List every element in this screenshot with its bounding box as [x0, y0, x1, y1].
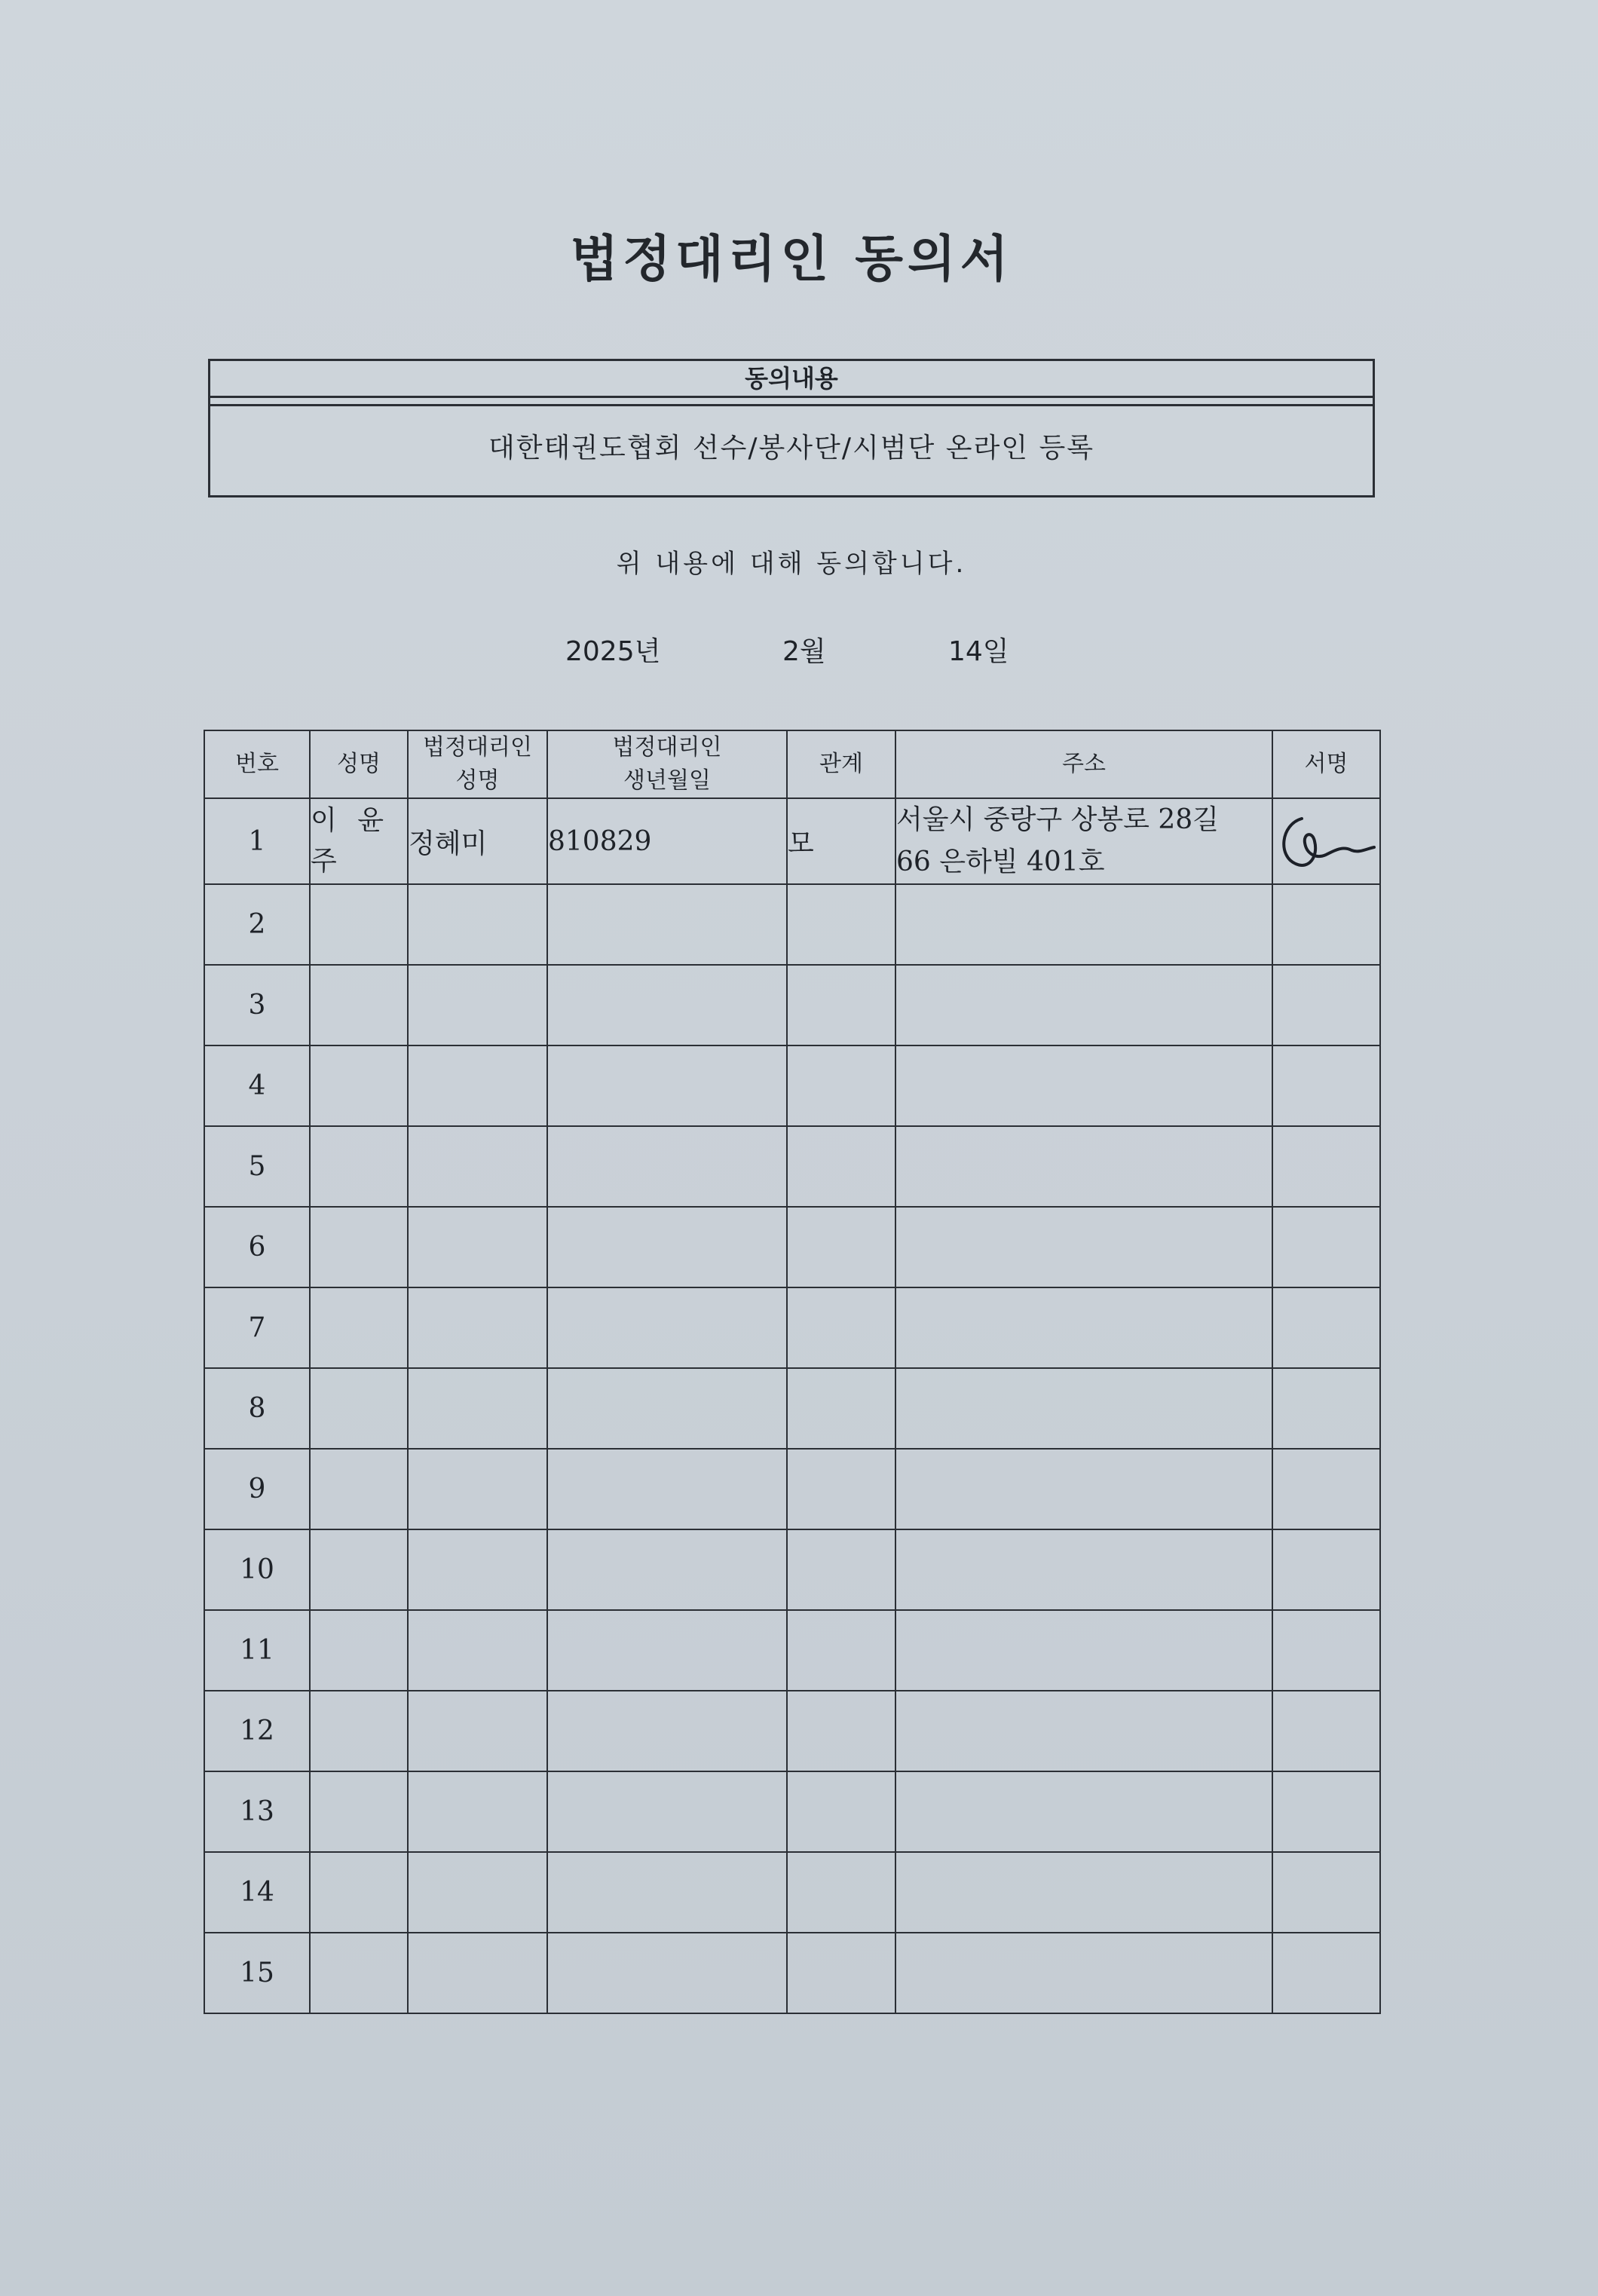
row-guardian-birth — [547, 1691, 787, 1771]
row-relation — [787, 1287, 895, 1368]
row-address — [895, 1933, 1272, 2013]
row-number: 1 — [204, 798, 310, 884]
table-row — [204, 1529, 1380, 1610]
row-guardian-birth — [547, 1368, 787, 1449]
header-number: 번호 — [204, 730, 310, 798]
row-number: 4 — [204, 1045, 310, 1126]
row-number: 8 — [204, 1368, 310, 1449]
table-row — [204, 1691, 1380, 1771]
row-name — [310, 1771, 408, 1852]
row-relation — [787, 1449, 895, 1529]
row-guardian-birth — [547, 1529, 787, 1610]
table-header-row — [204, 730, 1380, 798]
row-guardian-name — [408, 965, 547, 1045]
row-signature — [1272, 1449, 1380, 1529]
row-guardian-name — [408, 1529, 547, 1610]
row-guardian-birth — [547, 1449, 787, 1529]
row-name — [310, 1207, 408, 1287]
row-number: 9 — [204, 1449, 310, 1529]
row-guardian-birth — [547, 884, 787, 965]
row-guardian-birth — [547, 1287, 787, 1368]
row-guardian-name — [408, 1691, 547, 1771]
table-row — [204, 1045, 1380, 1126]
row-guardian-name — [408, 1207, 547, 1287]
row-guardian-birth — [547, 1126, 787, 1207]
row-name — [310, 1368, 408, 1449]
table-row — [204, 884, 1380, 965]
row-name — [310, 1933, 408, 2013]
row-guardian-name — [408, 1933, 547, 2013]
row-guardian-birth — [547, 1207, 787, 1287]
row-signature — [1272, 1126, 1380, 1207]
row-address — [895, 1691, 1272, 1771]
row-signature — [1272, 1045, 1380, 1126]
row-signature — [1272, 1610, 1380, 1691]
document-title: 법정대리인 동의서 — [570, 230, 1013, 288]
row-relation — [787, 1045, 895, 1126]
row-name — [310, 1045, 408, 1126]
row-number: 12 — [204, 1691, 310, 1771]
row-name — [310, 1126, 408, 1207]
row-guardian-name — [408, 884, 547, 965]
handwritten-signature-icon — [1273, 804, 1379, 879]
row-number: 13 — [204, 1771, 310, 1852]
row-name — [310, 965, 408, 1045]
row-address — [895, 1771, 1272, 1852]
table-row — [204, 1933, 1380, 2013]
header-guardian-name: 법정대리인 성명 — [408, 730, 547, 798]
row-address — [895, 1529, 1272, 1610]
row-signature — [1272, 1207, 1380, 1287]
row-guardian-birth — [547, 1933, 787, 2013]
table-row — [204, 1207, 1380, 1287]
table-row — [204, 1126, 1380, 1207]
row-relation — [787, 1852, 895, 1933]
row-number: 14 — [204, 1852, 310, 1933]
row-guardian-name — [408, 1771, 547, 1852]
row-signature — [1272, 1933, 1380, 2013]
row-address — [895, 1852, 1272, 1933]
row-address — [895, 965, 1272, 1045]
row-address: 서울시 중랑구 상봉로 28길 66 은하빌 401호 — [895, 798, 1272, 884]
consent-header: 동의내용 — [210, 361, 1373, 398]
row-signature — [1272, 1852, 1380, 1933]
row-signature — [1272, 1771, 1380, 1852]
row-guardian-name — [408, 1610, 547, 1691]
row-signature — [1272, 798, 1380, 884]
row-number: 11 — [204, 1610, 310, 1691]
table-row — [204, 1287, 1380, 1368]
row-relation — [787, 884, 895, 965]
row-number: 3 — [204, 965, 310, 1045]
date-year: 2025년 — [565, 636, 661, 667]
row-address — [895, 884, 1272, 965]
row-relation — [787, 1368, 895, 1449]
row-number: 6 — [204, 1207, 310, 1287]
row-address — [895, 1449, 1272, 1529]
header-signature: 서명 — [1272, 730, 1380, 798]
row-address — [895, 1368, 1272, 1449]
row-name — [310, 1691, 408, 1771]
row-number: 2 — [204, 884, 310, 965]
row-relation — [787, 1207, 895, 1287]
row-relation — [787, 965, 895, 1045]
row-address — [895, 1287, 1272, 1368]
agree-statement: 위 내용에 대해 동의합니다. — [616, 549, 967, 579]
row-address — [895, 1126, 1272, 1207]
row-guardian-name — [408, 1368, 547, 1449]
consent-text: 대한태권도협회 선수/봉사단/시범단 온라인 등록 — [210, 404, 1373, 491]
row-relation: 모 — [787, 798, 895, 884]
row-relation — [787, 1933, 895, 2013]
row-address — [895, 1207, 1272, 1287]
row-signature — [1272, 1368, 1380, 1449]
row-guardian-name: 정혜미 — [408, 798, 547, 884]
row-name — [310, 1449, 408, 1529]
row-relation — [787, 1771, 895, 1852]
row-address — [895, 1610, 1272, 1691]
row-name — [310, 1287, 408, 1368]
table-row — [204, 1852, 1380, 1933]
row-name — [310, 1610, 408, 1691]
row-signature — [1272, 1691, 1380, 1771]
row-number: 7 — [204, 1287, 310, 1368]
row-guardian-name — [408, 1449, 547, 1529]
header-address: 주소 — [895, 730, 1272, 798]
row-number: 5 — [204, 1126, 310, 1207]
consent-box — [208, 359, 1375, 497]
table-row — [204, 1771, 1380, 1852]
row-guardian-name — [408, 1045, 547, 1126]
row-guardian-birth — [547, 1771, 787, 1852]
row-guardian-birth — [547, 1852, 787, 1933]
row-relation — [787, 1691, 895, 1771]
row-guardian-birth — [547, 1610, 787, 1691]
row-guardian-name — [408, 1287, 547, 1368]
table-row — [204, 1368, 1380, 1449]
header-name: 성명 — [310, 730, 408, 798]
table-row — [204, 1449, 1380, 1529]
row-guardian-birth — [547, 965, 787, 1045]
row-name — [310, 884, 408, 965]
row-signature — [1272, 1287, 1380, 1368]
row-signature — [1272, 965, 1380, 1045]
table-row — [204, 1610, 1380, 1691]
date-month: 2월 — [782, 636, 826, 667]
row-name — [310, 1852, 408, 1933]
row-guardian-name — [408, 1852, 547, 1933]
row-guardian-birth: 810829 — [547, 798, 787, 884]
date-day: 14일 — [948, 636, 1009, 667]
row-number: 10 — [204, 1529, 310, 1610]
row-signature — [1272, 1529, 1380, 1610]
row-relation — [787, 1529, 895, 1610]
table-row — [204, 798, 1380, 884]
table-row — [204, 965, 1380, 1045]
row-relation — [787, 1126, 895, 1207]
row-guardian-birth — [547, 1045, 787, 1126]
header-relation: 관계 — [787, 730, 895, 798]
row-name — [310, 1529, 408, 1610]
row-relation — [787, 1610, 895, 1691]
header-guardian-birth: 법정대리인 생년월일 — [547, 730, 787, 798]
guardian-table — [204, 730, 1381, 2014]
row-guardian-name — [408, 1126, 547, 1207]
row-address — [895, 1045, 1272, 1126]
row-signature — [1272, 884, 1380, 965]
row-name: 이 윤 주 — [310, 798, 408, 884]
row-number: 15 — [204, 1933, 310, 2013]
